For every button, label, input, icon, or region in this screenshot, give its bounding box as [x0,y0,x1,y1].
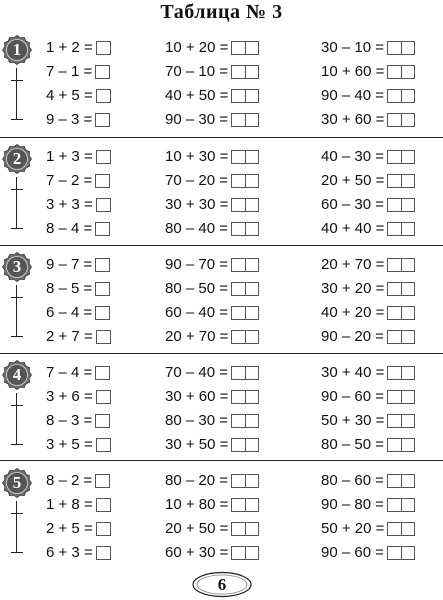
answer-box[interactable] [387,258,415,272]
math-problem [321,494,415,516]
page-number-badge [191,571,253,598]
ruler-icon [11,285,23,337]
answer-box[interactable] [231,438,259,452]
answer-box[interactable] [387,546,415,560]
problem-expression: 20 + 70 = [165,328,229,345]
problem-expression: 10 + 80 = [165,496,229,513]
answer-box[interactable] [231,366,259,380]
section-number: 1 [12,40,22,59]
problem-expression: 8 – 3 = [46,412,93,429]
math-problem [165,326,259,348]
math-problem [46,37,111,59]
answer-box[interactable] [96,41,111,55]
answer-box[interactable] [387,498,415,512]
answer-box[interactable] [95,113,110,127]
exercise-section [0,141,443,249]
math-problem [321,278,415,300]
math-problem [321,362,415,384]
math-problem [321,386,415,408]
answer-box[interactable] [231,522,259,536]
problem-expression: 40 + 40 = [321,220,385,237]
answer-box[interactable] [231,390,259,404]
math-problem [321,254,415,276]
math-problem [46,254,110,276]
math-problem [46,434,111,456]
math-problem [46,386,111,408]
math-problem [46,470,110,492]
problem-expression: 2 + 5 = [46,520,93,537]
math-problem [321,434,415,456]
math-problem [165,37,259,59]
problem-expression: 7 – 2 = [46,172,93,189]
problem-expression: 80 – 40 = [165,220,228,237]
answer-box[interactable] [96,198,111,212]
math-problem [321,326,415,348]
section-number-badge [2,144,32,174]
answer-box[interactable] [95,222,110,236]
problem-expression: 1 + 8 = [46,496,93,513]
math-problem [46,542,111,564]
problem-expression: 2 + 7 = [46,328,93,345]
problem-expression: 80 – 50 = [165,280,228,297]
answer-box[interactable] [231,498,259,512]
answer-box[interactable] [387,282,415,296]
problem-expression: 80 – 50 = [321,436,384,453]
answer-box[interactable] [96,498,111,512]
problem-expression: 9 – 7 = [46,256,93,273]
problem-expression: 10 + 60 = [321,63,385,80]
answer-box[interactable] [96,330,111,344]
math-problem [165,85,259,107]
answer-box[interactable] [231,282,259,296]
answer-box[interactable] [387,113,415,127]
answer-box[interactable] [231,150,259,164]
problem-expression: 3 + 5 = [46,436,93,453]
answer-box[interactable] [387,474,415,488]
math-problem [321,470,415,492]
problem-expression: 90 – 40 = [321,87,384,104]
math-problem [46,109,110,131]
math-problem [165,302,259,324]
math-problem [321,218,415,240]
math-problem [165,254,259,276]
problem-expression: 30 + 20 = [321,280,385,297]
problem-expression: 40 – 30 = [321,148,384,165]
math-problem [46,61,110,83]
answer-box[interactable] [231,330,259,344]
answer-box[interactable] [96,150,111,164]
answer-box[interactable] [95,366,110,380]
answer-box[interactable] [95,258,110,272]
math-problem [321,302,415,324]
math-problem [165,278,259,300]
math-problem [165,518,259,540]
exercise-section [0,465,443,573]
math-problem [165,362,259,384]
problem-expression: 50 + 30 = [321,412,385,429]
math-problem [321,109,415,131]
problem-expression: 70 – 10 = [165,63,228,80]
problem-expression: 60 – 30 = [321,196,384,213]
answer-box[interactable] [231,198,259,212]
problem-expression: 20 + 50 = [321,172,385,189]
problem-expression: 80 – 30 = [165,412,228,429]
math-problem [46,326,111,348]
problem-expression: 9 – 3 = [46,111,93,128]
answer-box[interactable] [231,222,259,236]
math-problem [165,170,259,192]
problem-expression: 10 + 30 = [165,148,229,165]
math-problem [321,194,415,216]
answer-box[interactable] [231,89,259,103]
ruler-icon [11,393,23,445]
math-problem [321,542,415,564]
page-title: Таблица № 3 [160,1,283,23]
section-number-badge [2,35,32,65]
math-problem [165,146,259,168]
problem-expression: 30 + 60 = [321,111,385,128]
problem-expression: 70 – 40 = [165,364,228,381]
problem-expression: 7 – 1 = [46,63,93,80]
math-problem [165,386,259,408]
answer-box[interactable] [95,306,110,320]
problem-expression: 20 + 50 = [165,520,229,537]
answer-box[interactable] [231,474,259,488]
problem-expression: 50 + 20 = [321,520,385,537]
answer-box[interactable] [387,198,415,212]
problem-expression: 30 + 30 = [165,196,229,213]
answer-box[interactable] [387,41,415,55]
problem-expression: 8 – 4 = [46,220,93,237]
answer-box[interactable] [95,174,110,188]
section-number: 4 [12,365,22,384]
math-problem [46,410,110,432]
ruler-icon [11,177,23,229]
section-number: 5 [12,473,22,492]
math-problem [46,146,111,168]
answer-box[interactable] [231,41,259,55]
problem-expression: 80 – 60 = [321,472,384,489]
math-problem [321,61,415,83]
answer-box[interactable] [387,89,415,103]
problem-expression: 40 + 20 = [321,304,385,321]
problem-expression: 4 + 5 = [46,87,93,104]
ruler-icon [11,501,23,553]
math-problem [46,362,110,384]
math-problem [46,518,111,540]
section-number-badge [2,252,32,282]
answer-box[interactable] [95,414,110,428]
problem-expression: 70 – 20 = [165,172,228,189]
answer-box[interactable] [96,89,111,103]
exercise-section [0,32,443,140]
problem-expression: 30 + 50 = [165,436,229,453]
answer-box[interactable] [231,65,259,79]
problem-expression: 8 – 5 = [46,280,93,297]
page-number: 6 [217,575,227,594]
math-problem [321,85,415,107]
exercise-section [0,249,443,357]
problem-expression: 60 + 30 = [165,544,229,561]
answer-box[interactable] [387,390,415,404]
problem-expression: 3 + 3 = [46,196,93,213]
math-problem [46,85,111,107]
problem-expression: 30 – 10 = [321,39,384,56]
answer-box[interactable] [95,474,110,488]
section-number: 3 [12,257,22,276]
answer-box[interactable] [231,174,259,188]
problem-expression: 1 + 2 = [46,39,93,56]
section-number-badge [2,468,32,498]
answer-box[interactable] [231,113,259,127]
ruler-icon [11,68,23,120]
answer-box[interactable] [95,65,110,79]
problem-expression: 7 – 4 = [46,364,93,381]
math-problem [165,61,259,83]
problem-expression: 20 + 70 = [321,256,385,273]
problem-expression: 90 – 20 = [321,328,384,345]
problem-expression: 3 + 6 = [46,388,93,405]
problem-expression: 90 – 60 = [321,388,384,405]
math-problem [46,170,110,192]
math-problem [321,410,415,432]
math-problem [46,278,110,300]
problem-expression: 90 – 60 = [321,544,384,561]
problem-expression: 30 + 40 = [321,364,385,381]
answer-box[interactable] [95,282,110,296]
math-problem [321,146,415,168]
answer-box[interactable] [387,306,415,320]
problem-expression: 90 – 80 = [321,496,384,513]
answer-box[interactable] [231,414,259,428]
math-problem [46,218,110,240]
math-problem [321,37,415,59]
problem-expression: 6 + 3 = [46,544,93,561]
answer-box[interactable] [96,522,111,536]
answer-box[interactable] [231,546,259,560]
math-problem [165,494,259,516]
answer-box[interactable] [387,222,415,236]
answer-box[interactable] [231,306,259,320]
math-problem [165,470,259,492]
answer-box[interactable] [387,65,415,79]
answer-box[interactable] [387,414,415,428]
problem-expression: 40 + 50 = [165,87,229,104]
answer-box[interactable] [387,522,415,536]
exercise-section [0,357,443,465]
answer-box[interactable] [231,258,259,272]
answer-box[interactable] [387,150,415,164]
answer-box[interactable] [96,438,111,452]
math-problem [165,218,259,240]
problem-expression: 10 + 20 = [165,39,229,56]
math-problem [165,194,259,216]
math-problem [165,410,259,432]
problem-expression: 90 – 70 = [165,256,228,273]
answer-box[interactable] [387,330,415,344]
problem-expression: 60 – 40 = [165,304,228,321]
math-problem [321,170,415,192]
math-problem [46,494,111,516]
problem-expression: 6 – 4 = [46,304,93,321]
answer-box[interactable] [387,438,415,452]
answer-box[interactable] [96,546,111,560]
math-problem [165,109,259,131]
answer-box[interactable] [387,174,415,188]
math-problem [321,518,415,540]
math-problem [46,194,111,216]
section-number-badge [2,360,32,390]
math-problem [165,542,259,564]
answer-box[interactable] [96,390,111,404]
problem-expression: 30 + 60 = [165,388,229,405]
answer-box[interactable] [387,366,415,380]
math-problem [46,302,110,324]
problem-expression: 1 + 3 = [46,148,93,165]
problem-expression: 8 – 2 = [46,472,93,489]
problem-expression: 80 – 20 = [165,472,228,489]
math-problem [165,434,259,456]
section-number: 2 [12,149,22,168]
problem-expression: 90 – 30 = [165,111,228,128]
